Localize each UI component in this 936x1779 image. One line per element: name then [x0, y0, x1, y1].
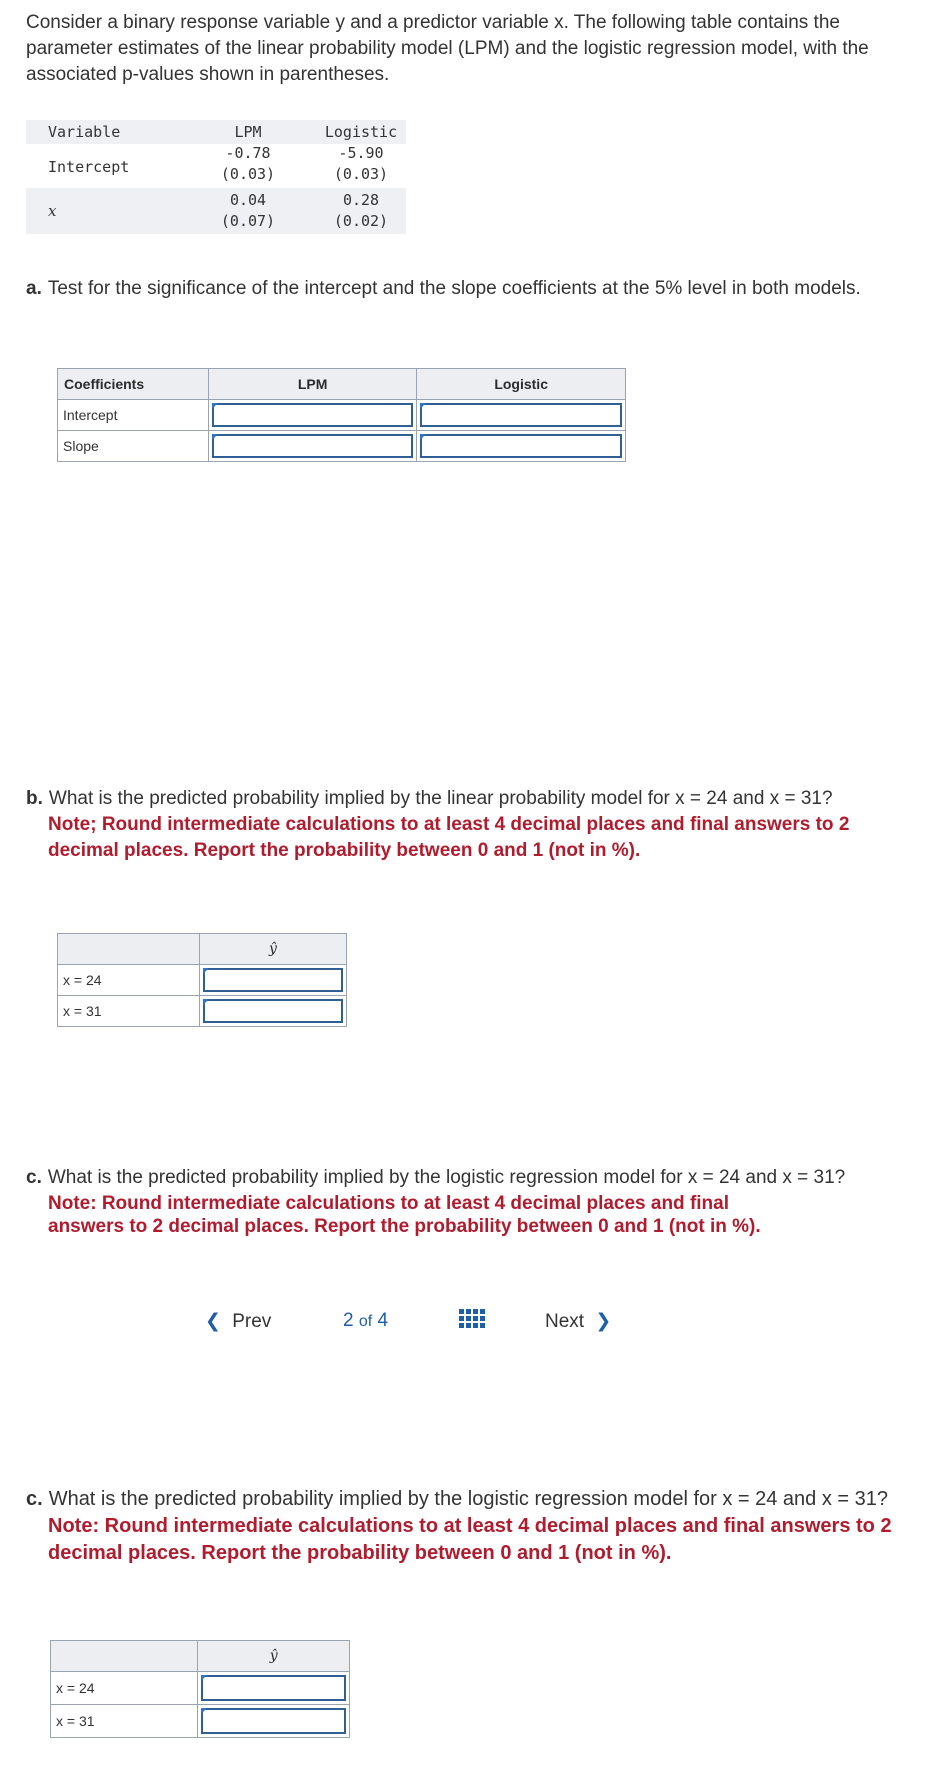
- logistic-x: 0.28: [342, 191, 380, 209]
- current-page: 2: [343, 1310, 354, 1331]
- part-b-yhat-header: ŷ: [199, 934, 346, 965]
- prev-button[interactable]: [205, 1310, 271, 1333]
- lpm-x: 0.04: [229, 191, 267, 209]
- part-b-label: b.: [26, 788, 43, 809]
- row-intercept: Intercept: [58, 400, 209, 431]
- part-c-cut-question: [26, 1165, 896, 1191]
- part-c-cut-label: c.: [26, 1167, 42, 1188]
- dropdown-marker-icon: [203, 999, 209, 1005]
- part-c-text: What is the predicted probability implied by the logistic regression model for x = 24 and x = 31?: [48, 1488, 889, 1510]
- col-logistic: Logistic: [417, 369, 626, 400]
- part-c-label: c.: [26, 1488, 43, 1510]
- row-slope: Slope: [58, 431, 209, 462]
- part-a-answer-table: [57, 368, 626, 462]
- header-lpm: LPM: [234, 123, 262, 141]
- part-b-x31-cell: [199, 996, 346, 1027]
- part-b-row-x31: x = 31: [58, 996, 200, 1027]
- variable-x: x: [48, 202, 57, 220]
- part-b-question: [26, 786, 896, 812]
- part-b-answer-table: [57, 933, 347, 1027]
- logistic-x-p: (0.02): [333, 212, 389, 230]
- next-button[interactable]: [545, 1310, 611, 1333]
- intercept-logistic-input[interactable]: [420, 403, 622, 427]
- part-c-x24-input[interactable]: [201, 1675, 346, 1701]
- dropdown-marker-icon: [420, 403, 426, 409]
- part-c-x31-cell: [198, 1705, 350, 1738]
- part-c-cut-block: [26, 1165, 896, 1237]
- lpm-x-p: (0.07): [220, 212, 276, 230]
- dropdown-marker-icon: [201, 1675, 207, 1681]
- part-c-yhat-header: ŷ: [198, 1641, 350, 1672]
- part-c-row-x31: x = 31: [51, 1705, 198, 1738]
- dropdown-marker-icon: [203, 968, 209, 974]
- slope-lpm-cell: [209, 431, 417, 462]
- prev-label: Prev: [232, 1311, 272, 1332]
- parameter-table-header: [26, 120, 406, 144]
- part-a-label: a.: [26, 278, 42, 299]
- dropdown-marker-icon: [212, 434, 218, 440]
- dropdown-marker-icon: [420, 434, 426, 440]
- logistic-intercept: -5.90: [338, 144, 384, 162]
- part-c-answer-table: [50, 1640, 350, 1738]
- part-c-cut-note: Note: Round intermediate calculations to at least 4 decimal places and final: [48, 1193, 730, 1214]
- part-c-note: Note: Round intermediate calculations to at least 4 decimal places and final answers to 2 decimal places. Report the probability between 0 and 1 (not in %).: [48, 1515, 892, 1564]
- chevron-left-icon: ❮: [205, 1311, 221, 1332]
- part-b-x24-cell: [199, 965, 346, 996]
- total-pages: 4: [377, 1310, 389, 1331]
- part-b-x24-input[interactable]: [203, 968, 343, 992]
- part-a-question: [26, 276, 908, 302]
- page-indicator: [343, 1310, 388, 1332]
- part-c-block: [26, 1486, 906, 1567]
- intercept-logistic-cell: [417, 400, 626, 431]
- intercept-lpm-cell: [209, 400, 417, 431]
- logistic-intercept-p: (0.03): [333, 165, 389, 183]
- intro-text: Consider a binary response variable y and a predictor variable x. The following table contains the parameter estimates of the linear probability model (LPM) and the logistic regression model, with the associated p-values shown in parentheses.: [26, 12, 869, 85]
- part-c-blank-header: [51, 1641, 198, 1672]
- header-logistic: Logistic: [324, 123, 398, 141]
- slope-lpm-input[interactable]: [212, 434, 413, 458]
- part-b-block: [26, 786, 896, 864]
- part-b-note: Note; Round intermediate calculations to at least 4 decimal places and final answers to 2 decimal places. Report the probability between 0 and 1 (not in %).: [48, 814, 850, 861]
- part-c-cut-note-clipped: answers to 2 decimal places. Report the probability between 0 and 1 (not in %).: [48, 1216, 761, 1237]
- parameter-row-x: [26, 188, 406, 234]
- part-c-cut-text: What is the predicted probability implied by the logistic regression model for x = 24 and x = 31?: [47, 1167, 846, 1188]
- part-c-question: [26, 1486, 906, 1513]
- intercept-lpm-input[interactable]: [212, 403, 413, 427]
- part-a-text: Test for the significance of the intercept and the slope coefficients at the 5% level in both models.: [47, 278, 861, 299]
- dropdown-marker-icon: [212, 403, 218, 409]
- parameter-row-intercept: [26, 144, 406, 188]
- lpm-intercept: -0.78: [225, 144, 271, 162]
- header-variable: Variable: [48, 123, 121, 141]
- part-c-row-x24: x = 24: [51, 1672, 198, 1705]
- part-b-row-x24: x = 24: [58, 965, 200, 996]
- chevron-right-icon: ❯: [595, 1311, 612, 1332]
- question-grid-icon[interactable]: [459, 1309, 483, 1333]
- parameter-table: [26, 120, 406, 234]
- col-lpm: LPM: [209, 369, 417, 400]
- slope-logistic-cell: [417, 431, 626, 462]
- dropdown-marker-icon: [201, 1708, 207, 1714]
- page-of: of: [358, 1313, 373, 1330]
- part-c-x31-input[interactable]: [201, 1708, 346, 1734]
- col-coefficients: Coefficients: [58, 369, 209, 400]
- slope-logistic-input[interactable]: [420, 434, 622, 458]
- lpm-intercept-p: (0.03): [220, 165, 276, 183]
- variable-intercept: Intercept: [48, 158, 130, 176]
- part-b-blank-header: [58, 934, 200, 965]
- next-label: Next: [545, 1311, 585, 1332]
- part-b-x31-input[interactable]: [203, 999, 343, 1023]
- part-b-text: What is the predicted probability implied by the linear probability model for x = 24 and x = 31?: [48, 788, 833, 809]
- part-c-x24-cell: [198, 1672, 350, 1705]
